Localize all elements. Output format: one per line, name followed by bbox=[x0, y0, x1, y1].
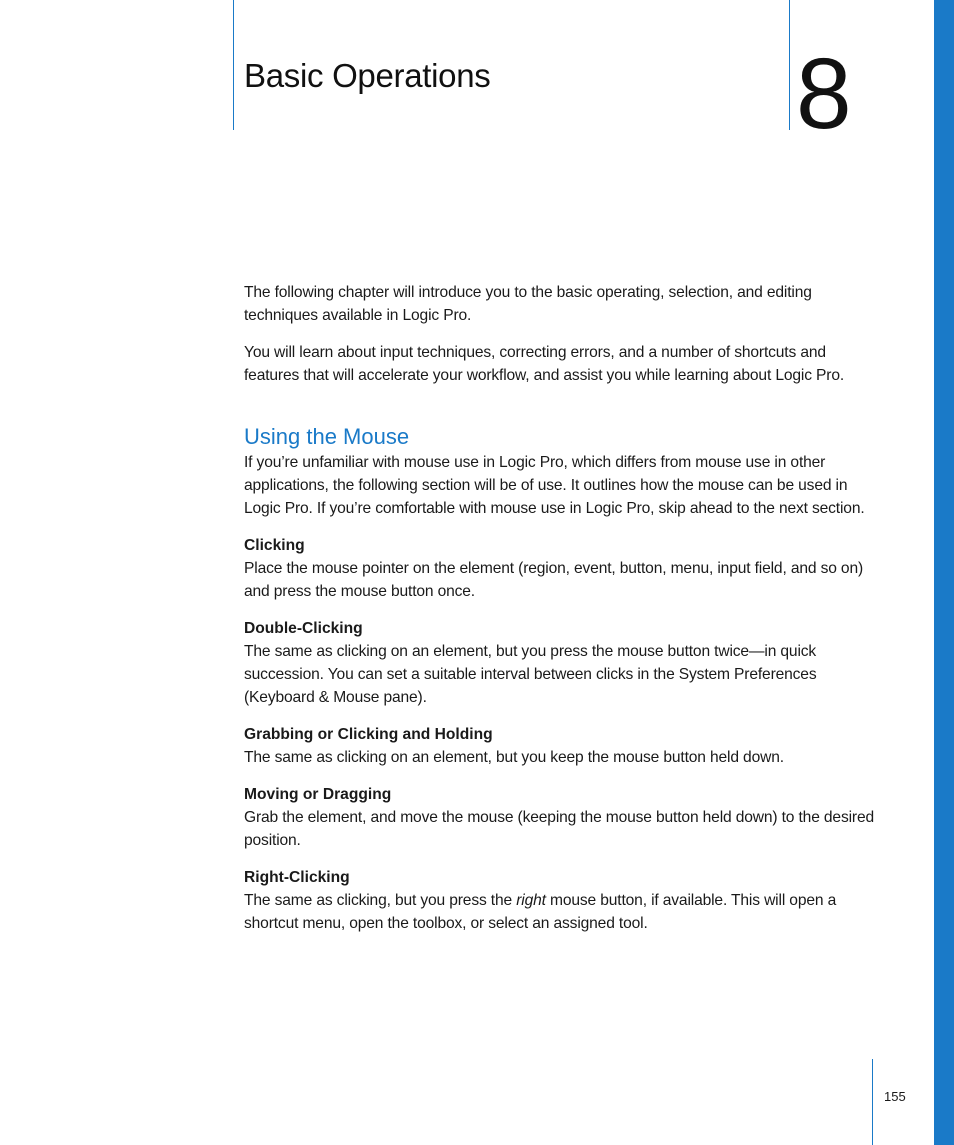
body-moving-dragging: Grab the element, and move the mouse (keeping the mouse button held down) to the desired position. bbox=[244, 809, 875, 849]
subheading-grabbing: Grabbing or Clicking and Holding bbox=[244, 726, 493, 743]
intro-paragraph-2: You will learn about input techniques, correcting errors, and a number of shortcuts and features that will accelerate your workflow, and assist you while learning about Logic Pro. bbox=[244, 344, 845, 384]
chapter-number: 8 bbox=[796, 38, 852, 150]
body-right-clicking-end: mouse button, if available. This will open a shortcut menu, open the toolbox, or select an assigned tool. bbox=[244, 892, 837, 932]
chapter-sidebar-bar bbox=[934, 0, 954, 1145]
body-grabbing: The same as clicking on an element, but you keep the mouse button held down. bbox=[244, 749, 784, 766]
body-double-clicking: The same as clicking on an element, but you press the mouse button twice—in quick succession. You can set a suitable interval between clicks in the System Preferences (Keyboard & Mouse pane). bbox=[244, 643, 817, 706]
body-right-clicking bbox=[244, 889, 874, 935]
footer-rule bbox=[872, 1059, 873, 1145]
section-heading-using-the-mouse: Using the Mouse bbox=[244, 424, 410, 449]
page-number: 155 bbox=[884, 1089, 906, 1104]
subheading-clicking: Clicking bbox=[244, 537, 305, 554]
subheading-moving-dragging: Moving or Dragging bbox=[244, 786, 392, 803]
body-right-clicking-emphasis: right bbox=[516, 892, 546, 909]
intro-paragraph-1: The following chapter will introduce you to the basic operating, selection, and editing techniques available in Logic Pro. bbox=[244, 284, 812, 324]
subheading-double-clicking: Double-Clicking bbox=[244, 620, 363, 637]
chapter-rule-left bbox=[233, 0, 234, 130]
page-content bbox=[244, 281, 874, 935]
chapter-title: Basic Operations bbox=[244, 57, 491, 94]
body-right-clicking-start: The same as clicking, but you press the bbox=[244, 892, 517, 909]
chapter-rule-right bbox=[789, 0, 790, 130]
subheading-right-clicking: Right-Clicking bbox=[244, 869, 350, 886]
section-body: If you’re unfamiliar with mouse use in Logic Pro, which differs from mouse use in other applications, the following section will be of use. It outlines how the mouse can be used in Logic Pro. If you’re comfortable with mouse use in Logic Pro, skip ahead to the next section. bbox=[244, 454, 865, 517]
body-clicking: Place the mouse pointer on the element (region, event, button, menu, input field, and so on) and press the mouse button once. bbox=[244, 560, 864, 600]
